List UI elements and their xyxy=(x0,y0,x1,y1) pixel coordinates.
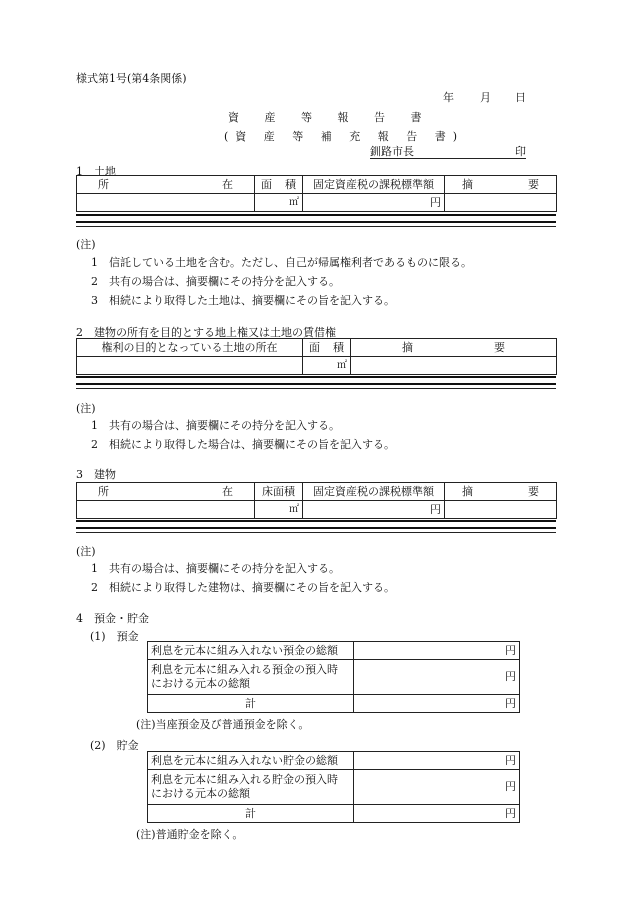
savings-table xyxy=(147,751,520,823)
single-rule xyxy=(76,388,556,389)
section1-note: 3 相続により取得した土地は、摘要欄にその旨を記入する。 xyxy=(91,294,395,307)
savings-heading: (2) 貯金 xyxy=(90,739,139,752)
savings-total-label: 計 xyxy=(148,805,354,823)
double-rule xyxy=(76,214,556,223)
leasehold-area-cell[interactable]: ㎡ xyxy=(303,357,351,375)
land-table xyxy=(76,175,557,212)
col-area: 面 積 xyxy=(303,339,351,357)
section2-notes-title: (注) xyxy=(76,402,96,415)
land-remarks-cell[interactable] xyxy=(445,194,557,212)
col-location: 所 在 xyxy=(77,483,255,501)
building-area-cell[interactable]: ㎡ xyxy=(255,501,303,519)
date-year: 年 xyxy=(443,91,454,104)
section1-heading: 1 土地 xyxy=(76,165,116,178)
building-tax-cell[interactable]: 円 xyxy=(303,501,445,519)
single-rule xyxy=(76,532,556,533)
deposits-row-label: 利息を元本に組み入れる預金の預入時 における元本の総額 xyxy=(148,660,354,695)
section3-heading: 3 建物 xyxy=(76,468,116,481)
col-remarks: 摘 要 xyxy=(445,483,557,501)
col-tax-base: 固定資産税の課税標準額 xyxy=(303,176,445,194)
section2-note: 1 共有の場合は、摘要欄にその持分を記入する。 xyxy=(91,419,340,432)
deposits-amount-cell[interactable]: 円 xyxy=(354,642,520,660)
savings-amount-cell[interactable]: 円 xyxy=(354,752,520,770)
leasehold-location-cell[interactable] xyxy=(77,357,303,375)
seal-mark: 印 xyxy=(515,145,526,158)
document-subtitle: (資 産 等 補 充 報 告 書) xyxy=(224,130,465,143)
deposits-table xyxy=(147,641,520,713)
deposits-row-label: 利息を元本に組み入れない預金の総額 xyxy=(148,642,354,660)
section2-note: 2 相続により取得した場合は、摘要欄にその旨を記入する。 xyxy=(91,438,395,451)
savings-amount-cell[interactable]: 円 xyxy=(354,770,520,805)
deposits-note: (注)当座預金及び普通預金を除く。 xyxy=(136,718,310,731)
date-day: 日 xyxy=(515,91,526,104)
double-rule xyxy=(76,376,556,385)
section4-heading: 4 預金・貯金 xyxy=(76,612,149,625)
deposits-amount-cell[interactable]: 円 xyxy=(354,660,520,695)
deposits-heading: (1) 預金 xyxy=(90,630,139,643)
building-remarks-cell[interactable] xyxy=(445,501,557,519)
section3-notes-title: (注) xyxy=(76,545,96,558)
land-location-cell[interactable] xyxy=(77,194,255,212)
savings-total-cell[interactable]: 円 xyxy=(354,805,520,823)
building-table xyxy=(76,482,557,519)
addressee-name: 釧路市長 xyxy=(370,145,414,158)
single-rule xyxy=(76,226,556,227)
col-remarks: 摘 要 xyxy=(351,339,557,357)
leasehold-table xyxy=(76,338,557,375)
addressee-line xyxy=(370,143,526,159)
col-floor-area: 床面積 xyxy=(255,483,303,501)
building-location-cell[interactable] xyxy=(77,501,255,519)
savings-row-label: 利息を元本に組み入れない貯金の総額 xyxy=(148,752,354,770)
section1-note: 1 信託している土地を含む。ただし、自己が帰属権利者であるものに限る。 xyxy=(91,256,472,269)
deposits-total-label: 計 xyxy=(148,695,354,713)
section3-note: 1 共有の場合は、摘要欄にその持分を記入する。 xyxy=(91,562,340,575)
section1-note: 2 共有の場合は、摘要欄にその持分を記入する。 xyxy=(91,275,340,288)
col-location: 所 在 xyxy=(77,176,255,194)
form-number: 様式第1号(第4条関係) xyxy=(76,72,187,85)
section2-heading: 2 建物の所有を目的とする地上権又は土地の賃借権 xyxy=(76,326,336,339)
deposits-total-cell[interactable]: 円 xyxy=(354,695,520,713)
date-month: 月 xyxy=(480,91,491,104)
col-area: 面 積 xyxy=(255,176,303,194)
savings-note: (注)普通貯金を除く。 xyxy=(136,828,244,841)
col-remarks: 摘 要 xyxy=(445,176,557,194)
savings-row-label: 利息を元本に組み入れる貯金の預入時 における元本の総額 xyxy=(148,770,354,805)
document-title: 資 産 等 報 告 書 xyxy=(228,111,433,124)
section3-note: 2 相続により取得した建物は、摘要欄にその旨を記入する。 xyxy=(91,581,395,594)
double-rule xyxy=(76,520,556,529)
section1-notes-title: (注) xyxy=(76,238,96,251)
land-area-cell[interactable]: ㎡ xyxy=(255,194,303,212)
leasehold-remarks-cell[interactable] xyxy=(351,357,557,375)
land-tax-cell[interactable]: 円 xyxy=(303,194,445,212)
col-tax-base: 固定資産税の課税標準額 xyxy=(303,483,445,501)
col-location: 権利の目的となっている土地の所在 xyxy=(77,339,303,357)
